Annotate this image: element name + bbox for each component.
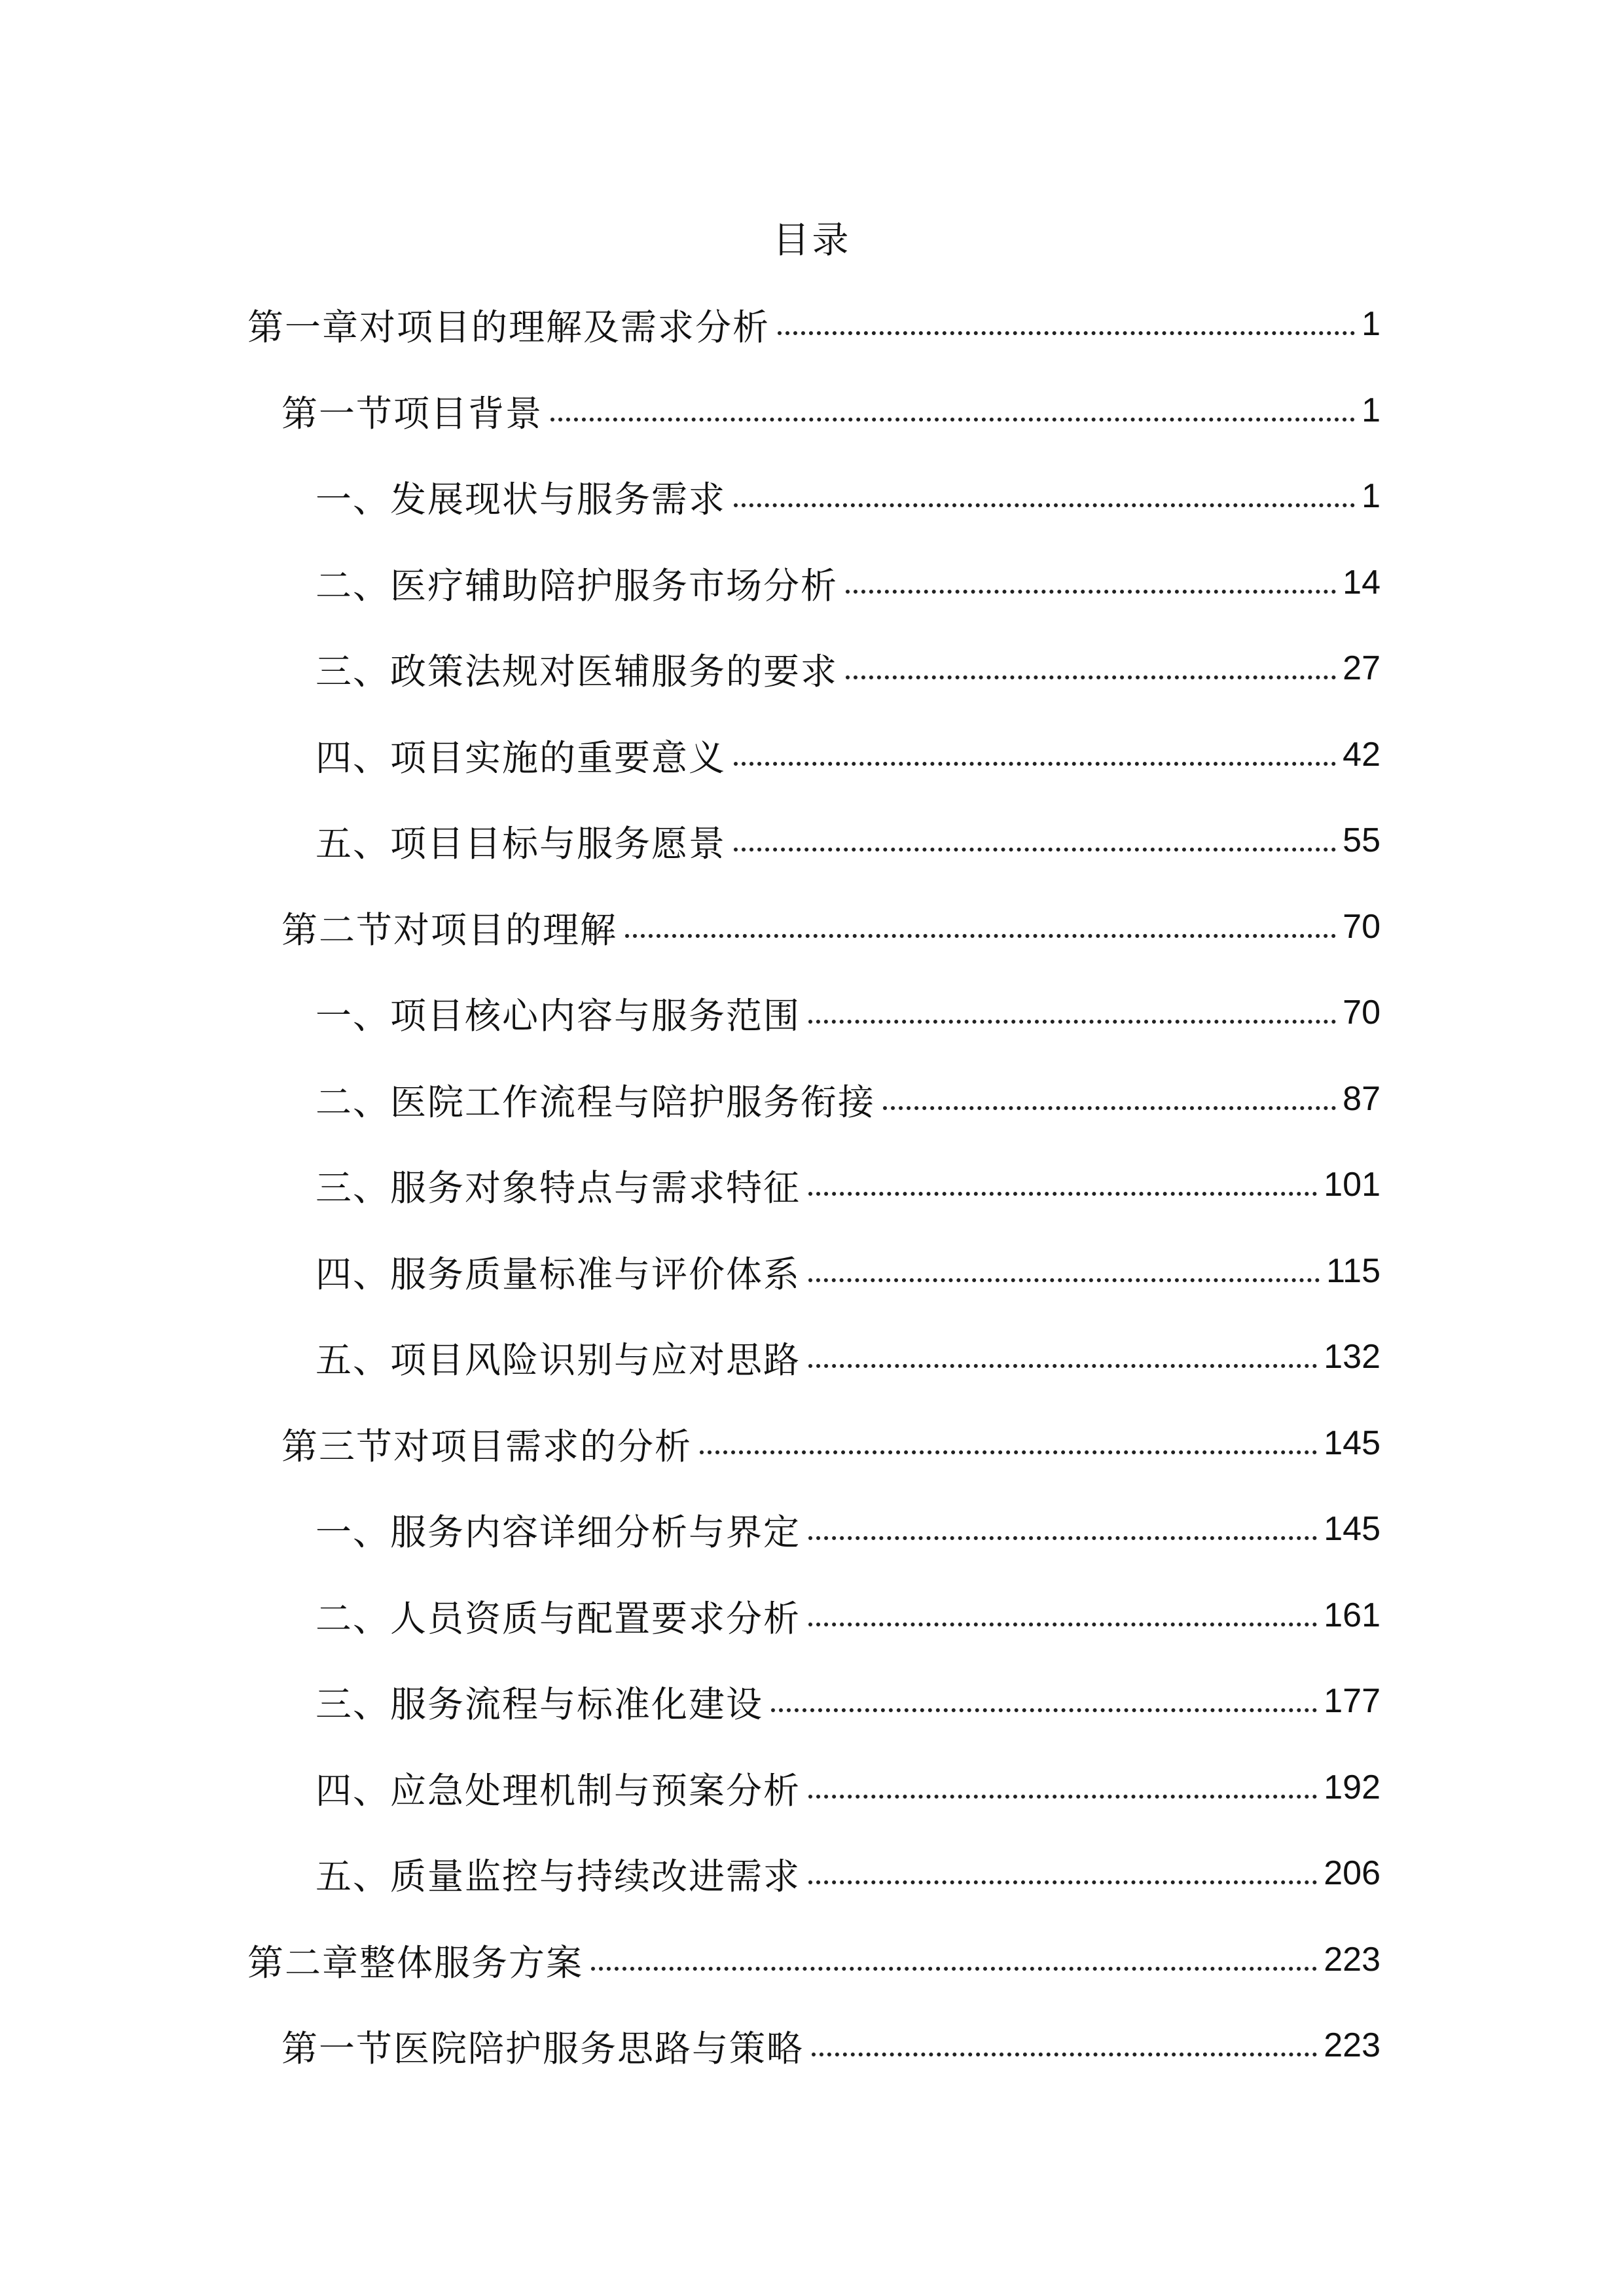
toc-entry-page-number: 177: [1324, 1682, 1380, 1720]
toc-entry-page-number: 101: [1324, 1166, 1380, 1204]
toc-entry-label: 一、服务内容详细分析与界定: [316, 1511, 801, 1553]
toc-entry[interactable]: [281, 2016, 1380, 2075]
toc-dot-leader: [808, 1364, 1317, 1368]
toc-entry-label: 第二章整体服务方案: [247, 1941, 584, 1984]
toc-dot-leader: [734, 848, 1336, 852]
toc-entry-page-number: 1: [1362, 305, 1380, 343]
toc-entry[interactable]: [316, 1242, 1380, 1300]
toc-dot-leader: [771, 1708, 1317, 1712]
toc-entry-page-number: 70: [1343, 908, 1380, 946]
toc-dot-leader: [812, 2053, 1317, 2056]
toc-entry-label: 第三节对项目需求的分析: [281, 1425, 693, 1467]
toc-entry[interactable]: [316, 1672, 1380, 1731]
toc-entry-page-number: 42: [1343, 736, 1380, 774]
toc-dot-leader: [846, 590, 1336, 594]
toc-entry-page-number: 55: [1343, 821, 1380, 859]
toc-entry-page-number: 1: [1362, 391, 1380, 429]
toc-entry-label: 第二节对项目的理解: [281, 908, 618, 951]
toc-entry-label: 第一节医院陪护服务思路与策略: [281, 2027, 804, 2070]
toc-entry-page-number: 161: [1324, 1596, 1380, 1634]
toc-dot-leader: [808, 1536, 1317, 1540]
toc-entry[interactable]: [247, 295, 1380, 353]
toc-entry-page-number: 145: [1324, 1424, 1380, 1462]
toc-entry-page-number: 223: [1324, 2026, 1380, 2064]
toc-entry-label: 第一节项目背景: [281, 392, 543, 435]
toc-entry[interactable]: [247, 1930, 1380, 1989]
toc-dot-leader: [883, 1106, 1336, 1110]
toc-entry-page-number: 70: [1343, 994, 1380, 1031]
toc-entry[interactable]: [316, 467, 1380, 526]
toc-dot-leader: [778, 331, 1355, 335]
toc-entry[interactable]: [316, 553, 1380, 612]
toc-entry-page-number: 223: [1324, 1941, 1380, 1979]
toc-entry[interactable]: [316, 725, 1380, 784]
toc-entry-label: 一、项目核心内容与服务范围: [316, 994, 801, 1037]
toc-entry[interactable]: [316, 1155, 1380, 1214]
toc-entry-label: 三、服务流程与标准化建设: [316, 1683, 764, 1725]
toc-dot-leader: [591, 1967, 1317, 1971]
toc-entry[interactable]: [316, 1499, 1380, 1558]
toc-entry-page-number: 132: [1324, 1338, 1380, 1376]
toc-entry-label: 二、人员资质与配置要求分析: [316, 1597, 801, 1640]
toc-entry[interactable]: [316, 1758, 1380, 1817]
toc-entry-label: 一、发展现状与服务需求: [316, 478, 727, 520]
toc-entry-page-number: 192: [1324, 1768, 1380, 1806]
toc-dot-leader: [846, 675, 1336, 679]
toc-entry-label: 五、项目目标与服务愿景: [316, 822, 727, 865]
toc-entry-label: 四、服务质量标准与评价体系: [316, 1253, 801, 1295]
toc-entry-label: 第一章对项目的理解及需求分析: [247, 306, 770, 348]
toc-dot-leader: [550, 418, 1355, 422]
toc-entry-page-number: 27: [1343, 649, 1380, 687]
toc-entry-page-number: 14: [1343, 564, 1380, 601]
toc-entry[interactable]: [281, 1414, 1380, 1473]
toc-entry-label: 四、应急处理机制与预案分析: [316, 1769, 801, 1812]
toc-entry-label: 二、医院工作流程与陪护服务衔接: [316, 1081, 876, 1123]
toc-dot-leader: [808, 1192, 1317, 1196]
toc-dot-leader: [734, 762, 1336, 766]
toc-entry-page-number: 115: [1326, 1252, 1380, 1290]
toc-entry-label: 五、项目风险识别与应对思路: [316, 1338, 801, 1381]
toc-entry[interactable]: [316, 983, 1380, 1042]
toc-entry[interactable]: [316, 639, 1380, 698]
toc-entry[interactable]: [316, 811, 1380, 870]
toc-entry-label: 三、政策法规对医辅服务的要求: [316, 650, 839, 692]
toc-entry-label: 二、医疗辅助陪护服务市场分析: [316, 564, 839, 607]
toc-entry[interactable]: [316, 1327, 1380, 1386]
toc-entry-label: 三、服务对象特点与需求特征: [316, 1166, 801, 1209]
toc-entry[interactable]: [316, 1069, 1380, 1128]
toc-entry[interactable]: [316, 1844, 1380, 1903]
toc-dot-leader: [808, 1278, 1320, 1282]
toc-title: 目录: [772, 219, 852, 262]
toc-dot-leader: [625, 934, 1336, 938]
toc-dot-leader: [734, 503, 1355, 507]
toc-entry-page-number: 1: [1362, 477, 1380, 515]
toc-entry-page-number: 87: [1343, 1080, 1380, 1118]
toc-entry-page-number: 145: [1324, 1510, 1380, 1548]
toc-dot-leader: [808, 1880, 1317, 1884]
toc-entry[interactable]: [281, 381, 1380, 440]
toc-entry-label: 五、质量监控与持续改进需求: [316, 1855, 801, 1897]
toc-entry[interactable]: [281, 897, 1380, 956]
toc-entry[interactable]: [316, 1586, 1380, 1645]
toc-dot-leader: [808, 1795, 1317, 1799]
toc-dot-leader: [808, 1020, 1336, 1024]
toc-entry-page-number: 206: [1324, 1854, 1380, 1892]
toc-dot-leader: [808, 1623, 1317, 1626]
toc-entry-label: 四、项目实施的重要意义: [316, 736, 727, 779]
toc-dot-leader: [700, 1450, 1317, 1454]
